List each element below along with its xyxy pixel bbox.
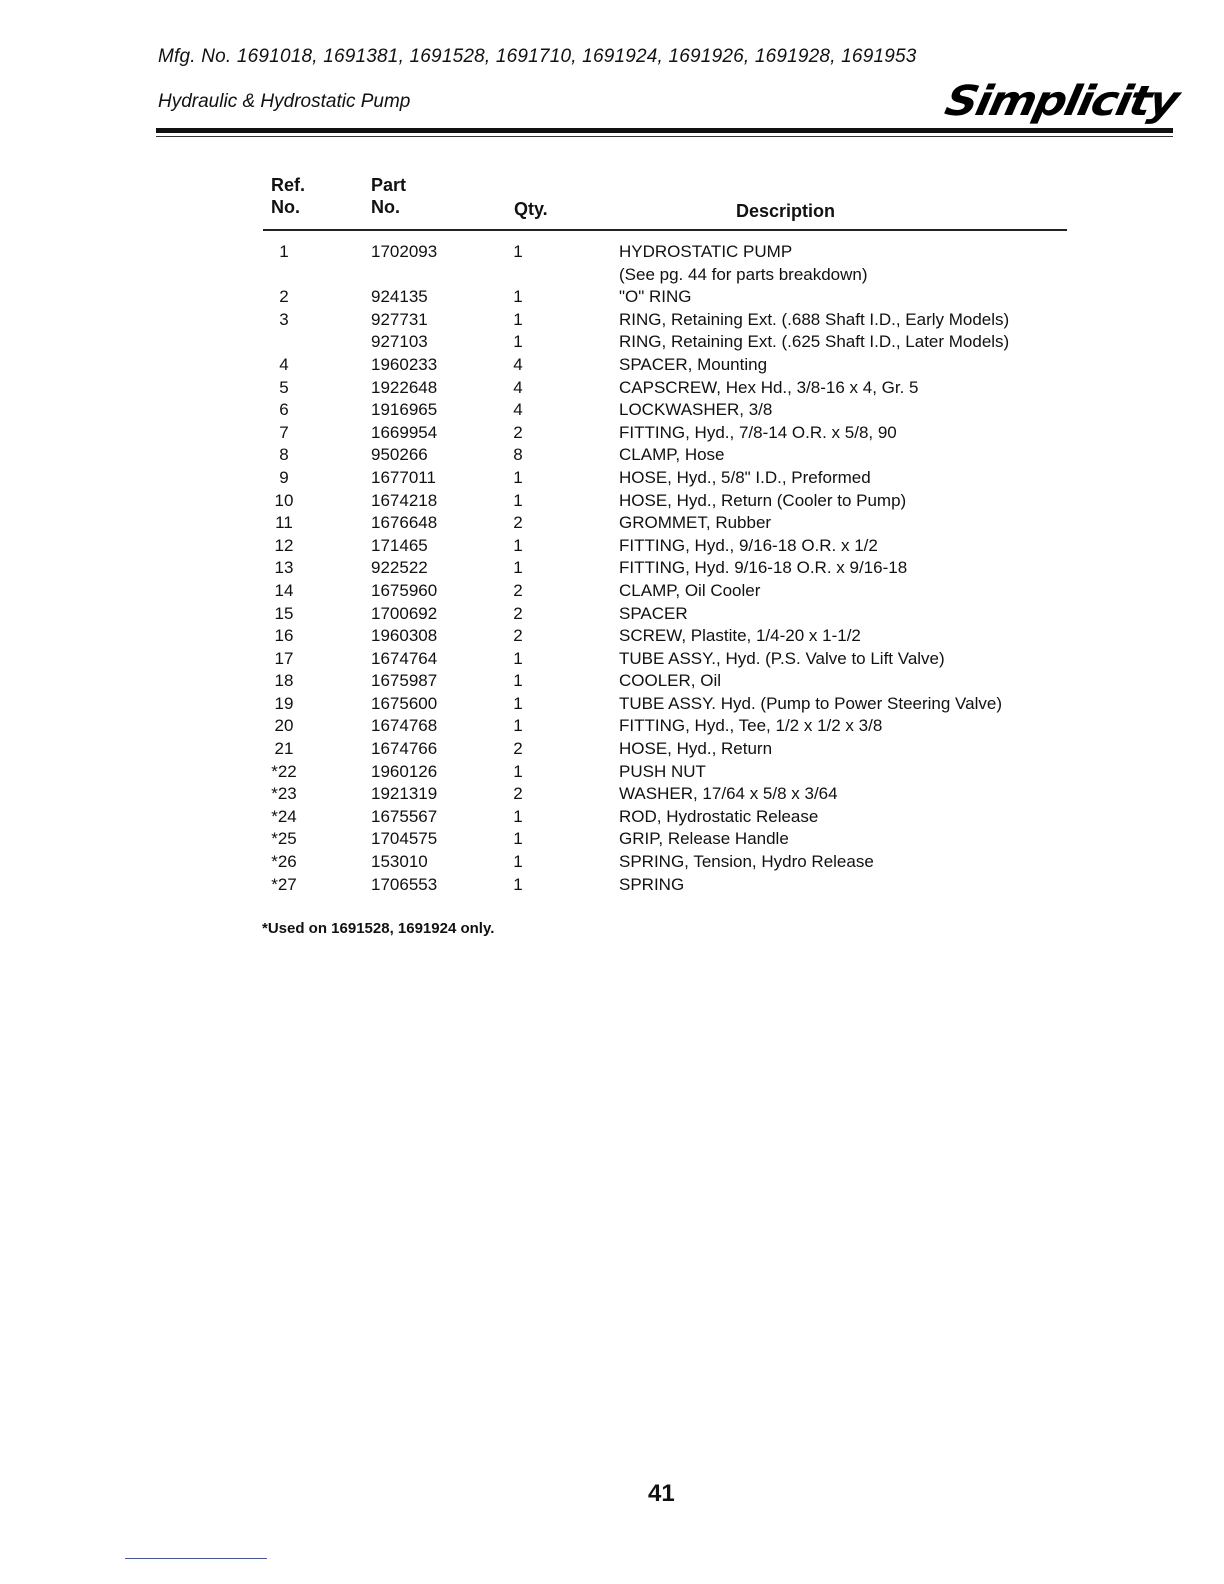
- description-cell: FITTING, Hyd., Tee, 1/2 x 1/2 x 3/8: [619, 716, 883, 736]
- ref-no-cell: 10: [274, 490, 294, 510]
- ref-no-cell: 2: [279, 287, 289, 307]
- table-row: [0, 490, 1224, 513]
- part-no-cell: 1960308: [371, 626, 438, 646]
- description-cell: SPRING: [619, 874, 685, 894]
- description-cell: CLAMP, Hose: [619, 445, 725, 465]
- qty-cell: 2: [513, 784, 523, 804]
- description-cell: LOCKWASHER, 3/8: [619, 400, 773, 420]
- description-cell: TUBE ASSY. Hyd. (Pump to Power Steering Valve): [619, 693, 1002, 713]
- ref-no-cell: *26: [271, 852, 297, 872]
- qty-cell: 1: [513, 806, 523, 826]
- table-row: [0, 715, 1224, 738]
- ref-no-cell: 17: [274, 648, 294, 668]
- description-cell: SPACER: [619, 603, 688, 623]
- header-rule-thin: [156, 136, 1173, 137]
- part-no-cell: 924135: [371, 287, 428, 307]
- qty-cell: 2: [513, 603, 523, 623]
- part-no-cell: 1675567: [371, 806, 438, 826]
- description-cell: WASHER, 17/64 x 5/8 x 3/64: [619, 784, 838, 804]
- qty-cell: 1: [513, 467, 523, 487]
- table-row: [0, 286, 1224, 309]
- part-no-cell: 1702093: [371, 242, 438, 261]
- qty-cell: 1: [513, 242, 523, 261]
- ref-no-cell: 1: [279, 242, 289, 261]
- part-no-cell: 1916965: [371, 400, 438, 420]
- ref-no-cell: 14: [274, 580, 294, 600]
- table-row: [0, 331, 1224, 354]
- table-row: [0, 444, 1224, 467]
- description-cell: SPACER, Mounting: [619, 354, 768, 374]
- qty-cell: 1: [513, 761, 523, 781]
- description-cell: "O" RING: [619, 287, 692, 307]
- table-row: [0, 625, 1224, 648]
- qty-cell: 1: [513, 648, 523, 668]
- part-no-cell: 1922648: [371, 377, 438, 397]
- table-row: [0, 354, 1224, 377]
- ref-no-cell: 6: [279, 400, 289, 420]
- table-row: [0, 241, 1224, 264]
- description-cell: SPRING, Tension, Hydro Release: [619, 852, 874, 872]
- qty-cell: 2: [513, 739, 523, 759]
- description-cell: RING, Retaining Ext. (.688 Shaft I.D., Early Models): [619, 309, 1010, 329]
- qty-cell: 2: [513, 626, 523, 646]
- part-no-cell: 1960126: [371, 761, 438, 781]
- column-header-qty: Qty.: [514, 199, 548, 219]
- description-cell: GROMMET, Rubber: [619, 513, 772, 533]
- ref-no-cell: 13: [274, 558, 294, 578]
- table-row: [0, 309, 1224, 332]
- qty-cell: 1: [513, 490, 523, 510]
- table-row: [0, 806, 1224, 829]
- ref-no-cell: 7: [279, 422, 289, 442]
- table-row: [0, 377, 1224, 400]
- column-header-ref-line1: Ref.: [271, 175, 306, 195]
- description-cell: SCREW, Plastite, 1/4-20 x 1-1/2: [619, 626, 861, 646]
- part-no-cell: 171465: [371, 535, 428, 555]
- description-cell: HOSE, Hyd., 5/8" I.D., Preformed: [619, 467, 871, 487]
- part-no-cell: 950266: [371, 445, 428, 465]
- part-no-cell: 1674766: [371, 739, 438, 759]
- part-no-cell: 1677011: [371, 467, 436, 487]
- description-cell: (See pg. 44 for parts breakdown): [619, 264, 868, 284]
- ref-no-cell: *25: [271, 829, 297, 849]
- footnote: *Used on 1691528, 1691924 only.: [262, 920, 495, 937]
- qty-cell: 1: [513, 716, 523, 736]
- ref-no-cell: 20: [274, 716, 294, 736]
- ref-no-cell: 8: [279, 445, 289, 465]
- qty-cell: 1: [513, 874, 523, 894]
- table-row: [0, 670, 1224, 693]
- ref-no-cell: *22: [271, 761, 297, 781]
- parts-table: [0, 241, 1224, 896]
- description-cell: ROD, Hydrostatic Release: [619, 806, 819, 826]
- ref-no-cell: *23: [271, 784, 297, 804]
- qty-cell: 1: [513, 693, 523, 713]
- ref-no-cell: 15: [274, 603, 294, 623]
- bottom-line: [125, 1558, 267, 1559]
- description-cell: FITTING, Hyd., 9/16-18 O.R. x 1/2: [619, 535, 878, 555]
- column-header-ref: [271, 174, 305, 218]
- qty-cell: 1: [513, 332, 523, 352]
- table-row: [0, 761, 1224, 784]
- ref-no-cell: 5: [279, 377, 289, 397]
- qty-cell: 4: [513, 400, 523, 420]
- part-no-cell: 1704575: [371, 829, 438, 849]
- description-cell: PUSH NUT: [619, 761, 706, 781]
- qty-cell: 1: [513, 671, 523, 691]
- part-no-cell: 1675960: [371, 580, 438, 600]
- part-no-cell: 927103: [371, 332, 428, 352]
- description-cell: FITTING, Hyd. 9/16-18 O.R. x 9/16-18: [619, 558, 908, 578]
- description-cell: FITTING, Hyd., 7/8-14 O.R. x 5/8, 90: [619, 422, 897, 442]
- description-cell: GRIP, Release Handle: [619, 829, 789, 849]
- part-no-cell: 1676648: [371, 513, 438, 533]
- section-title: Hydraulic & Hydrostatic Pump: [158, 91, 411, 112]
- ref-no-cell: 16: [274, 626, 294, 646]
- table-row: [0, 422, 1224, 445]
- header-rule: [156, 128, 1173, 133]
- column-header-part-line1: Part: [371, 175, 407, 195]
- part-no-cell: 1674764: [371, 648, 438, 668]
- description-cell: COOLER, Oil: [619, 671, 722, 691]
- column-header-ref-line2: No.: [271, 197, 300, 217]
- description-cell: HOSE, Hyd., Return (Cooler to Pump): [619, 490, 907, 510]
- table-row: [0, 851, 1224, 874]
- qty-cell: 2: [513, 513, 523, 533]
- table-row: [0, 512, 1224, 535]
- mfg-numbers: Mfg. No. 1691018, 1691381, 1691528, 1691710, 1691924, 1691926, 1691928, 1691953: [158, 46, 917, 67]
- ref-no-cell: 11: [275, 513, 293, 533]
- table-row: [0, 603, 1224, 626]
- ref-no-cell: 21: [274, 739, 294, 759]
- part-no-cell: 1960233: [371, 354, 438, 374]
- part-no-cell: 1921319: [371, 784, 438, 804]
- qty-cell: 1: [513, 309, 523, 329]
- part-no-cell: 922522: [371, 558, 428, 578]
- ref-no-cell: *27: [271, 874, 297, 894]
- description-cell: RING, Retaining Ext. (.625 Shaft I.D., Later Models): [619, 332, 1010, 352]
- ref-no-cell: 12: [274, 535, 294, 555]
- brand-logo: Simplicity: [941, 76, 1183, 125]
- table-row: [0, 467, 1224, 490]
- part-no-cell: 1674768: [371, 716, 438, 736]
- qty-cell: 4: [513, 354, 523, 374]
- description-cell: CLAMP, Oil Cooler: [619, 580, 761, 600]
- table-row: [0, 874, 1224, 897]
- qty-cell: 1: [513, 558, 523, 578]
- table-row: [0, 783, 1224, 806]
- table-row: [0, 648, 1224, 671]
- qty-cell: 1: [513, 829, 523, 849]
- part-no-cell: 1675987: [371, 671, 438, 691]
- ref-no-cell: 4: [279, 354, 289, 374]
- part-no-cell: 1700692: [371, 603, 438, 623]
- column-header-description: Description: [736, 201, 836, 221]
- column-header-part-line2: No.: [371, 197, 400, 217]
- part-no-cell: 927731: [371, 309, 428, 329]
- ref-no-cell: 3: [279, 309, 289, 329]
- column-header-part: [371, 174, 406, 218]
- qty-cell: 8: [513, 445, 523, 465]
- table-row: [0, 828, 1224, 851]
- description-cell: HOSE, Hyd., Return: [619, 739, 773, 759]
- description-cell: TUBE ASSY., Hyd. (P.S. Valve to Lift Valve): [619, 648, 945, 668]
- part-no-cell: 1706553: [371, 874, 438, 894]
- table-rule: [263, 229, 1067, 231]
- table-row: [0, 557, 1224, 580]
- table-row: [0, 535, 1224, 558]
- qty-cell: 1: [513, 535, 523, 555]
- table-row: [0, 264, 1224, 287]
- page-number: 41: [648, 1480, 675, 1507]
- ref-no-cell: 18: [274, 671, 294, 691]
- part-no-cell: 1669954: [371, 422, 438, 442]
- description-cell: HYDROSTATIC PUMP: [619, 242, 793, 261]
- part-no-cell: 1674218: [371, 490, 438, 510]
- qty-cell: 1: [513, 287, 523, 307]
- part-no-cell: 153010: [371, 852, 428, 872]
- qty-cell: 1: [513, 852, 523, 872]
- table-row: [0, 693, 1224, 716]
- qty-cell: 2: [513, 580, 523, 600]
- qty-cell: 2: [513, 422, 523, 442]
- ref-no-cell: 19: [274, 693, 294, 713]
- table-row: [0, 580, 1224, 603]
- description-cell: CAPSCREW, Hex Hd., 3/8-16 x 4, Gr. 5: [619, 377, 919, 397]
- ref-no-cell: *24: [271, 806, 297, 826]
- part-no-cell: 1675600: [371, 693, 438, 713]
- qty-cell: 4: [513, 377, 523, 397]
- table-row: [0, 399, 1224, 422]
- table-row: [0, 738, 1224, 761]
- ref-no-cell: 9: [279, 467, 289, 487]
